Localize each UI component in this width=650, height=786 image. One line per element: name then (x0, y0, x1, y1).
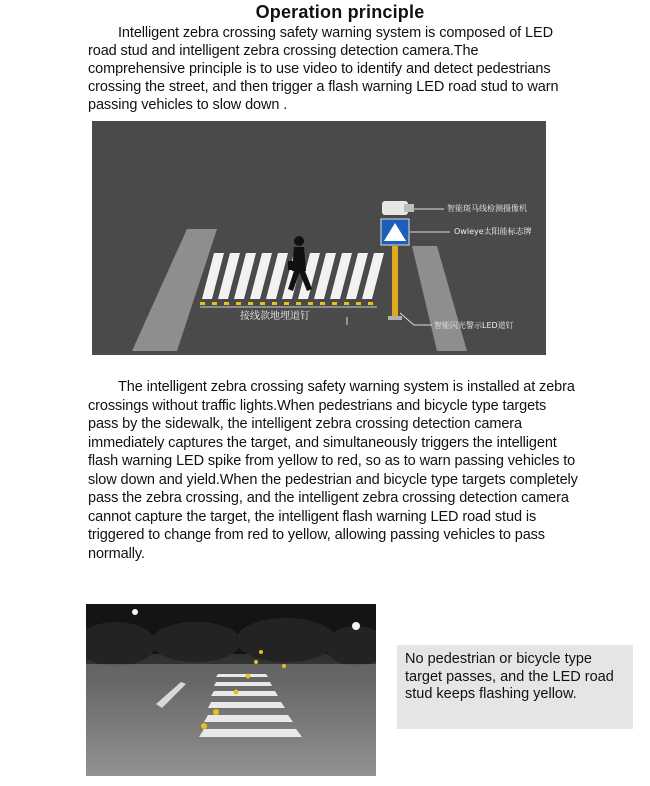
label-led-stud: 智能闪光警示LED道钉 (434, 321, 514, 330)
label-camera: 智能斑马线检测摄像机 (447, 204, 527, 213)
description-paragraph (88, 378, 578, 563)
description-text: The intelligent zebra crossing safety warning system is installed at zebra crossings without traffic lights.When pedestrians and bicycle type targets pass by the sidewalk, the intelligent zebra crossing detection camera immediately captures the target, and simultaneously triggers the intelligent flash warning LED spike from yellow to red, so as to warn passing vehicles to slow down and yield.When the pedestrian and bicycle type targets completely pass the zebra crossing, and the intelligent zebra crossing detection camera cannot capture the target, the intelligent flash warning LED road stud is triggered to change from red to yellow, allowing passing vehicles to pass normally. (88, 379, 578, 562)
led-stud-row (200, 302, 373, 305)
right-curb (412, 246, 467, 351)
photo-caption: No pedestrian or bicycle type target passes, and the LED road stud keeps flashing yellow. (397, 645, 633, 729)
intro-text: Intelligent zebra crossing safety warning system is composed of LED road stud and intelligent zebra crossing detection camera.The comprehensive principle is to use video to identify and detect pedestrians crossing the street, and then trigger a flash warning LED road stud to warn passing vehicles to slow down . (88, 25, 559, 113)
system-diagram (92, 121, 546, 355)
label-buried-stud: 接线款地埋道钉 (240, 311, 310, 322)
sign-pole (392, 246, 398, 318)
left-curb (132, 229, 217, 351)
intro-paragraph (88, 24, 568, 114)
night-camera-photo (86, 604, 376, 776)
label-solar-sign: Owleye太阳能标志牌 (454, 227, 532, 236)
page-title: Operation principle (255, 2, 425, 22)
night-scene (86, 604, 376, 776)
